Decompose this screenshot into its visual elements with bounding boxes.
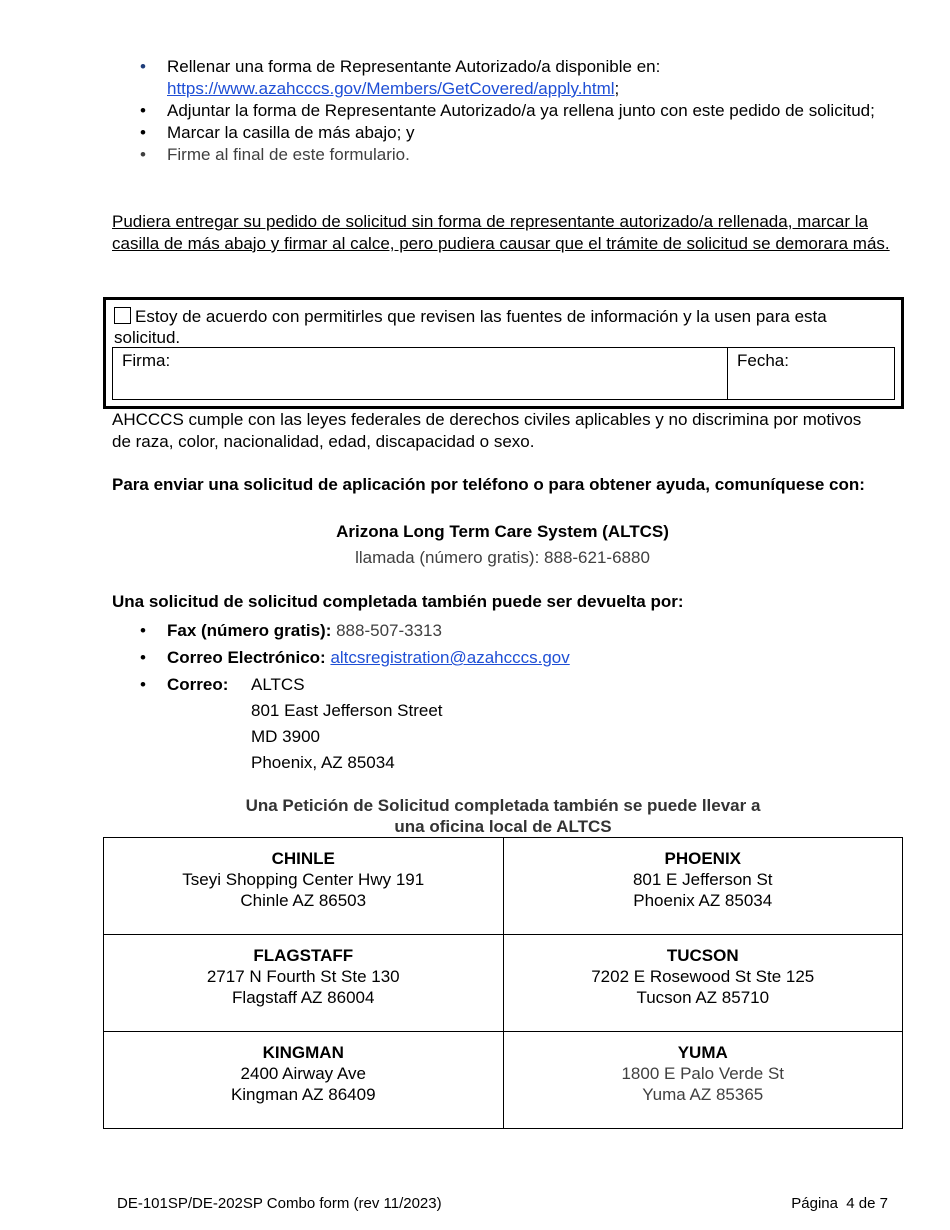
office-cell-tucson: TUCSON 7202 E Rosewood St Ste 125 Tucson AZ 85710: [503, 935, 903, 1032]
bullet-icon: •: [140, 145, 146, 164]
office-cell-phoenix: PHOENIX 801 E Jefferson St Phoenix AZ 85034: [503, 838, 903, 935]
form-id: DE-101SP/DE-202SP Combo form (rev 11/2023): [117, 1195, 442, 1212]
list-item: • Adjuntar la forma de Representante Autorizado/a ya rellena junto con este pedido de solicitud;: [140, 101, 875, 120]
office-cell-kingman: KINGMAN 2400 Airway Ave Kingman AZ 86409: [104, 1032, 504, 1129]
bullet-icon: •: [140, 57, 146, 76]
phone-heading: Para enviar una solicitud de aplicación por teléfono o para obtener ayuda, comuníquese con:: [112, 475, 865, 494]
altcs-name: Arizona Long Term Care System (ALTCS): [336, 522, 669, 541]
office-cell-chinle: CHINLE Tseyi Shopping Center Hwy 191 Chinle AZ 86503: [104, 838, 504, 935]
table-row: [104, 1032, 903, 1129]
consent-checkbox[interactable]: [114, 307, 131, 324]
consent-box: [103, 297, 904, 409]
list-item: • Fax (número gratis): 888-507-3313: [140, 618, 570, 644]
page-number: Página 4 de 7: [791, 1195, 888, 1212]
list-item: • Correo Electrónico: altcsregistration@azahcccs.gov: [140, 645, 570, 671]
offices-heading: Una Petición de Solicitud completada también se puede llevar a una oficina local de ALTCS: [245, 796, 761, 836]
bullet-icon: •: [140, 123, 146, 142]
fax-number: 888-507-3313: [336, 621, 442, 640]
apply-link[interactable]: https://www.azahcccs.gov/Members/GetCovered/apply.html: [167, 79, 615, 98]
list-item: • Correo:: [140, 672, 570, 698]
return-heading: Una solicitud de solicitud completada también puede ser devuelta por:: [112, 592, 684, 611]
signature-label: Firma:: [122, 351, 171, 370]
office-cell-flagstaff: FLAGSTAFF 2717 N Fourth St Ste 130 Flagstaff AZ 86004: [104, 935, 504, 1032]
bullet-icon: •: [140, 101, 146, 120]
signature-row: [112, 347, 895, 400]
date-field[interactable]: [728, 348, 894, 399]
list-item: • Rellenar una forma de Representante Autorizado/a disponible en: https://www.azahcccs.gov/Members/GetCovered/apply.html;: [140, 57, 661, 98]
signature-field[interactable]: [113, 348, 727, 399]
bullet-icon: •: [140, 675, 146, 694]
nondiscrimination-statement: AHCCCS cumple con las leyes federales de derechos civiles aplicables y no discrimina por motivos de raza, color, nacionalidad, edad, discapacidad o sexo.: [112, 410, 862, 451]
offices-table: [103, 837, 903, 1129]
mail-address: ALTCS 801 East Jefferson Street MD 3900 Phoenix, AZ 85034: [251, 675, 443, 772]
consent-label: Estoy de acuerdo con permitirles que revisen las fuentes de información y la usen para esta solicitud.: [114, 307, 827, 347]
list-item: • Marcar la casilla de más abajo; y: [140, 123, 415, 142]
bullet-icon: •: [140, 648, 146, 667]
email-link[interactable]: altcsregistration@azahcccs.gov: [330, 648, 570, 667]
altcs-phone: llamada (número gratis): 888-621-6880: [355, 548, 650, 567]
instructions-list: [140, 56, 895, 166]
table-row: [104, 935, 903, 1032]
date-label: Fecha:: [737, 351, 789, 370]
delay-note: Pudiera entregar su pedido de solicitud sin forma de representante autorizado/a rellenada, marcar la casilla de más abajo y firmar al calce, pero pudiera causar que el trámite de solicitud se demorara más.: [112, 212, 890, 253]
office-cell-yuma: YUMA 1800 E Palo Verde St Yuma AZ 85365: [503, 1032, 903, 1129]
table-row: [104, 838, 903, 935]
bullet-icon: •: [140, 621, 146, 640]
list-item: • Firme al final de este formulario.: [140, 145, 410, 164]
